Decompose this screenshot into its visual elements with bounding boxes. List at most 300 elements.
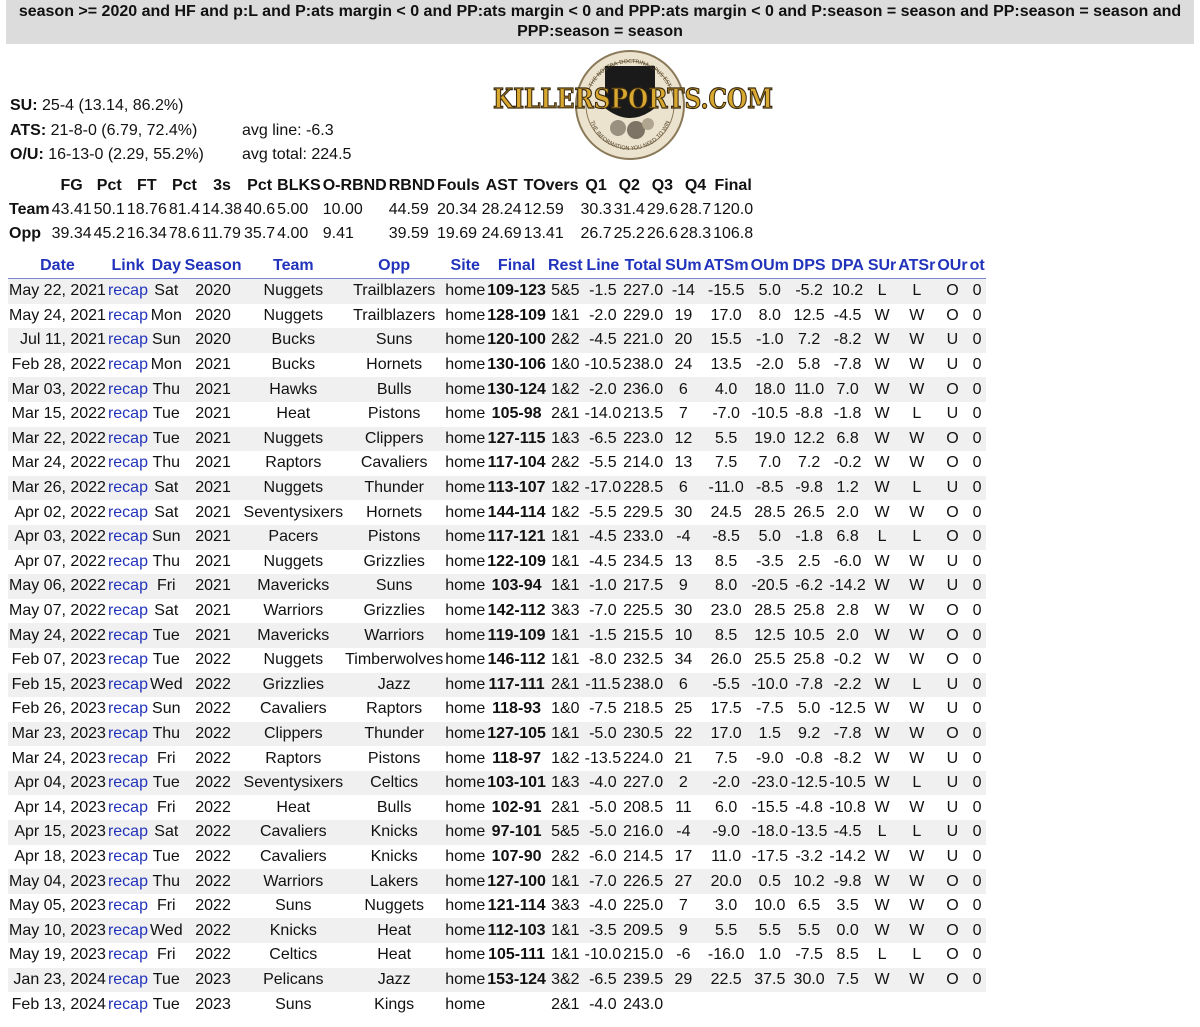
sur-cell: L: [867, 279, 897, 304]
date-cell: Apr 03, 2022: [8, 525, 107, 550]
atsm-cell: -11.0: [703, 476, 750, 501]
recap-link[interactable]: recap: [107, 574, 149, 599]
table-row: [8, 353, 986, 378]
column-header-dps[interactable]: DPS: [790, 254, 828, 279]
site-cell: home: [444, 476, 486, 501]
atsr-cell: W: [897, 500, 936, 525]
opp-cell: Grizzlies: [344, 550, 444, 575]
season-cell: 2023: [184, 968, 243, 993]
team-cell: Pacers: [243, 525, 345, 550]
sum-cell: 11: [664, 795, 702, 820]
ats-value: 21-8-0 (6.79, 72.4%): [50, 121, 198, 139]
dpa-cell: [828, 992, 866, 1017]
date-cell: Feb 26, 2023: [8, 697, 107, 722]
atsm-cell: 17.5: [703, 697, 750, 722]
dps-cell: 6.5: [790, 894, 828, 919]
dps-cell: -12.5: [790, 771, 828, 796]
atsr-cell: W: [897, 623, 936, 648]
sum-cell: 27: [664, 869, 702, 894]
rest-cell: 2&2: [547, 328, 584, 353]
opp-cell: Lakers: [344, 869, 444, 894]
averages-cell: 9.41: [322, 225, 354, 242]
table-row: [8, 820, 986, 845]
ou-label: O/U:: [10, 146, 44, 163]
ou-value: 16-13-0 (2.29, 55.2%): [48, 146, 204, 163]
our-cell: O: [936, 500, 968, 525]
total-cell: 218.5: [622, 697, 664, 722]
season-cell: 2022: [184, 894, 243, 919]
dps-cell: 9.2: [790, 722, 828, 747]
final-score: 120-100: [486, 328, 547, 353]
line-cell: -7.0: [584, 869, 622, 894]
table-row: [8, 525, 986, 550]
column-header-atsr[interactable]: ATSr: [897, 254, 936, 279]
day-cell: Wed: [149, 673, 184, 698]
day-cell: Sun: [149, 697, 184, 722]
opp-cell: Knicks: [344, 820, 444, 845]
recap-link[interactable]: recap: [107, 992, 149, 1017]
rest-cell: 3&2: [547, 968, 584, 993]
line-cell: -11.5: [584, 673, 622, 698]
oum-cell: -17.5: [750, 845, 790, 870]
recap-link[interactable]: recap: [107, 550, 149, 575]
total-cell: 227.0: [622, 771, 664, 796]
averages-cell: 81.4: [168, 201, 200, 218]
total-cell: 238.0: [622, 353, 664, 378]
atsr-cell: W: [897, 304, 936, 329]
table-row: [8, 943, 986, 968]
opp-cell: Thunder: [344, 476, 444, 501]
averages-cell: 16.34: [126, 225, 167, 242]
total-cell: 236.0: [622, 377, 664, 402]
ot-cell: 0: [969, 943, 986, 968]
sur-cell: W: [867, 845, 897, 870]
recap-link[interactable]: recap: [107, 697, 149, 722]
dpa-cell: 7.0: [828, 377, 866, 402]
team-cell: Seventysixers: [243, 771, 345, 796]
date-cell: May 24, 2022: [8, 623, 107, 648]
averages-cell: 45.2: [93, 225, 125, 242]
sum-cell: -14: [664, 279, 702, 304]
line-cell: -10.5: [584, 353, 622, 378]
column-header-sur[interactable]: SUr: [867, 254, 897, 279]
dps-cell: 25.8: [790, 599, 828, 624]
averages-row-label: Team: [9, 201, 50, 218]
atsm-cell: 3.0: [703, 894, 750, 919]
team-cell: Warriors: [243, 869, 345, 894]
season-cell: 2022: [184, 648, 243, 673]
our-cell: U: [936, 820, 968, 845]
day-cell: Thu: [149, 869, 184, 894]
line-cell: -6.5: [584, 968, 622, 993]
opp-cell: Pistons: [344, 746, 444, 771]
averages-header-cell: FG: [60, 177, 83, 194]
season-cell: 2022: [184, 771, 243, 796]
ot-cell: 0: [969, 476, 986, 501]
atsm-cell: 7.5: [703, 451, 750, 476]
site-cell: home: [444, 623, 486, 648]
line-cell: -8.0: [584, 648, 622, 673]
table-row: [8, 476, 986, 501]
final-score: 117-111: [486, 673, 547, 698]
recap-link[interactable]: recap: [107, 402, 149, 427]
column-header-date[interactable]: Date: [8, 254, 107, 279]
season-cell: 2020: [184, 279, 243, 304]
total-cell: 230.5: [622, 722, 664, 747]
atsr-cell: W: [897, 722, 936, 747]
recap-link[interactable]: recap: [107, 451, 149, 476]
sur-cell: W: [867, 648, 897, 673]
oum-cell: -10.0: [750, 673, 790, 698]
sur-cell: W: [867, 328, 897, 353]
atsm-cell: -7.0: [703, 402, 750, 427]
column-header-link[interactable]: Link: [107, 254, 149, 279]
column-header-atsm[interactable]: ATSm: [703, 254, 750, 279]
oum-cell: 28.5: [750, 500, 790, 525]
ot-cell: 0: [969, 746, 986, 771]
our-cell: U: [936, 574, 968, 599]
averages-cell: 43.41: [51, 201, 92, 218]
atsr-cell: L: [897, 525, 936, 550]
oum-cell: 7.0: [750, 451, 790, 476]
opp-cell: Cavaliers: [344, 451, 444, 476]
atsr-cell: W: [897, 795, 936, 820]
rest-cell: 1&0: [547, 697, 584, 722]
line-cell: -13.5: [584, 746, 622, 771]
dpa-cell: 6.8: [828, 525, 866, 550]
opp-cell: Celtics: [344, 771, 444, 796]
opp-cell: Jazz: [344, 673, 444, 698]
ot-cell: 0: [969, 673, 986, 698]
season-cell: 2021: [184, 623, 243, 648]
rest-cell: 2&1: [547, 795, 584, 820]
recap-link[interactable]: recap: [107, 648, 149, 673]
averages-cell: 26.7: [580, 225, 612, 242]
table-row: [8, 402, 986, 427]
recap-link[interactable]: recap: [107, 500, 149, 525]
column-header-total[interactable]: Total: [622, 254, 664, 279]
sum-cell: 6: [664, 476, 702, 501]
column-header-sum[interactable]: SUm: [664, 254, 702, 279]
recap-link[interactable]: recap: [107, 476, 149, 501]
opp-cell: Warriors: [344, 623, 444, 648]
our-cell: U: [936, 771, 968, 796]
oum-cell: 5.0: [750, 525, 790, 550]
rest-cell: 1&0: [547, 353, 584, 378]
averages-header-cell: FT: [137, 177, 157, 194]
averages-cell: 39.34: [51, 225, 92, 242]
column-header-day[interactable]: Day: [149, 254, 184, 279]
atsr-cell: W: [897, 599, 936, 624]
final-score: 127-100: [486, 869, 547, 894]
sum-cell: -4: [664, 820, 702, 845]
column-header-line[interactable]: Line: [584, 254, 622, 279]
averages-corner: [8, 174, 51, 198]
averages-cell: 50.1: [93, 201, 125, 218]
oum-cell: [750, 992, 790, 1017]
recap-link[interactable]: recap: [107, 869, 149, 894]
final-score: 127-105: [486, 722, 547, 747]
recap-link[interactable]: recap: [107, 918, 149, 943]
final-score: 122-109: [486, 550, 547, 575]
averages-header-cell: TOvers: [523, 177, 579, 194]
total-cell: 213.5: [622, 402, 664, 427]
dpa-cell: -4.5: [828, 820, 866, 845]
ot-cell: 0: [969, 697, 986, 722]
dps-cell: 12.2: [790, 427, 828, 452]
oum-cell: 8.0: [750, 304, 790, 329]
final-score: 130-106: [486, 353, 547, 378]
date-cell: Mar 26, 2022: [8, 476, 107, 501]
sur-cell: W: [867, 451, 897, 476]
table-row: [8, 722, 986, 747]
total-cell: 225.0: [622, 894, 664, 919]
day-cell: Mon: [149, 353, 184, 378]
sur-cell: [867, 992, 897, 1017]
final-score: 119-109: [486, 623, 547, 648]
sum-cell: 12: [664, 427, 702, 452]
recap-link[interactable]: recap: [107, 427, 149, 452]
site-cell: home: [444, 820, 486, 845]
recap-link[interactable]: recap: [107, 795, 149, 820]
dpa-cell: -7.8: [828, 353, 866, 378]
final-score: 128-109: [486, 304, 547, 329]
recap-link[interactable]: recap: [107, 746, 149, 771]
sur-cell: W: [867, 795, 897, 820]
query-text: season >= 2020 and HF and p:L and P:ats margin < 0 and PP:ats margin < 0 and PPP:ats margin < 0 and P:season = season and PP:season = season and PPP:season = season: [6, 0, 1194, 44]
site-cell: home: [444, 943, 486, 968]
recap-link[interactable]: recap: [107, 328, 149, 353]
sum-cell: 30: [664, 599, 702, 624]
line-cell: -6.0: [584, 845, 622, 870]
our-cell: O: [936, 623, 968, 648]
atsm-cell: 11.0: [703, 845, 750, 870]
atsm-cell: 17.0: [703, 304, 750, 329]
sum-cell: -6: [664, 943, 702, 968]
ot-cell: 0: [969, 648, 986, 673]
dps-cell: 5.8: [790, 353, 828, 378]
atsr-cell: L: [897, 279, 936, 304]
recap-link[interactable]: recap: [107, 845, 149, 870]
site-cell: home: [444, 353, 486, 378]
day-cell: Tue: [149, 968, 184, 993]
line-cell: -5.5: [584, 500, 622, 525]
atsm-cell: -15.5: [703, 279, 750, 304]
team-cell: Hawks: [243, 377, 345, 402]
sum-cell: 34: [664, 648, 702, 673]
oum-cell: 19.0: [750, 427, 790, 452]
table-row: [8, 771, 986, 796]
final-score: 117-121: [486, 525, 547, 550]
recap-link[interactable]: recap: [107, 771, 149, 796]
atsr-cell: L: [897, 820, 936, 845]
rest-cell: 2&2: [547, 451, 584, 476]
atsr-cell: W: [897, 869, 936, 894]
total-cell: 214.0: [622, 451, 664, 476]
rest-cell: 2&1: [547, 992, 584, 1017]
recap-link[interactable]: recap: [107, 968, 149, 993]
column-header-team[interactable]: Team: [243, 254, 345, 279]
averages-cell: 10.00: [322, 201, 363, 218]
total-cell: 216.0: [622, 820, 664, 845]
recap-link[interactable]: recap: [107, 377, 149, 402]
final-score: 146-112: [486, 648, 547, 673]
dps-cell: 12.5: [790, 304, 828, 329]
column-header-site[interactable]: Site: [444, 254, 486, 279]
day-cell: Fri: [149, 894, 184, 919]
table-row: [8, 599, 986, 624]
date-cell: Mar 22, 2022: [8, 427, 107, 452]
recap-link[interactable]: recap: [107, 623, 149, 648]
date-cell: Feb 13, 2024: [8, 992, 107, 1017]
sum-cell: 22: [664, 722, 702, 747]
sur-cell: L: [867, 943, 897, 968]
sur-cell: W: [867, 771, 897, 796]
dps-cell: 7.2: [790, 328, 828, 353]
recap-link[interactable]: recap: [107, 894, 149, 919]
averages-cell: 40.6: [244, 201, 276, 218]
team-cell: Nuggets: [243, 648, 345, 673]
total-cell: 234.5: [622, 550, 664, 575]
atsr-cell: W: [897, 845, 936, 870]
logo-graphic: [488, 48, 778, 162]
averages-cell: 29.6: [646, 201, 678, 218]
our-cell: U: [936, 550, 968, 575]
date-cell: Apr 14, 2023: [8, 795, 107, 820]
column-header-dpa[interactable]: DPA: [828, 254, 866, 279]
day-cell: Thu: [149, 451, 184, 476]
our-cell: U: [936, 476, 968, 501]
season-cell: 2022: [184, 697, 243, 722]
recap-link[interactable]: recap: [107, 820, 149, 845]
recap-link[interactable]: recap: [107, 673, 149, 698]
column-header-rest[interactable]: Rest: [547, 254, 584, 279]
line-cell: -5.0: [584, 820, 622, 845]
opp-cell: Trailblazers: [344, 304, 444, 329]
team-cell: Cavaliers: [243, 845, 345, 870]
dps-cell: -13.5: [790, 820, 828, 845]
oum-cell: -8.5: [750, 476, 790, 501]
day-cell: Sat: [149, 476, 184, 501]
killersports-logo[interactable]: [488, 48, 778, 162]
dps-cell: -5.2: [790, 279, 828, 304]
averages-cell: 14.38: [201, 201, 243, 218]
recap-link[interactable]: recap: [107, 353, 149, 378]
column-header-ot[interactable]: ot: [969, 254, 986, 279]
season-cell: 2022: [184, 746, 243, 771]
sum-cell: 21: [664, 746, 702, 771]
recap-link[interactable]: recap: [107, 943, 149, 968]
site-cell: home: [444, 722, 486, 747]
line-cell: -1.5: [584, 623, 622, 648]
recap-link[interactable]: recap: [107, 722, 149, 747]
day-cell: Thu: [149, 722, 184, 747]
date-cell: Mar 03, 2022: [8, 377, 107, 402]
averages-table: [8, 174, 754, 246]
dps-cell: -9.8: [790, 476, 828, 501]
date-cell: May 19, 2023: [8, 943, 107, 968]
table-row: [8, 451, 986, 476]
column-header-final[interactable]: Final: [486, 254, 547, 279]
table-row: [8, 550, 986, 575]
atsm-cell: -9.0: [703, 820, 750, 845]
dps-cell: -3.2: [790, 845, 828, 870]
team-cell: Raptors: [243, 451, 345, 476]
date-cell: Apr 15, 2023: [8, 820, 107, 845]
total-cell: 228.5: [622, 476, 664, 501]
atsm-cell: 26.0: [703, 648, 750, 673]
column-header-opp[interactable]: Opp: [344, 254, 444, 279]
dps-cell: 2.5: [790, 550, 828, 575]
averages-cell: 35.7: [244, 225, 276, 242]
day-cell: Tue: [149, 992, 184, 1017]
atsr-cell: W: [897, 328, 936, 353]
season-cell: 2022: [184, 869, 243, 894]
site-cell: home: [444, 304, 486, 329]
our-cell: U: [936, 697, 968, 722]
final-score: 105-111: [486, 943, 547, 968]
averages-cell: 5.00: [277, 201, 309, 218]
averages-row-label: Opp: [9, 225, 41, 242]
total-cell: 229.0: [622, 304, 664, 329]
rest-cell: 2&2: [547, 845, 584, 870]
recap-link[interactable]: recap: [107, 599, 149, 624]
team-cell: Bucks: [243, 328, 345, 353]
opp-cell: Raptors: [344, 697, 444, 722]
recap-link[interactable]: recap: [107, 279, 149, 304]
date-cell: Feb 28, 2022: [8, 353, 107, 378]
atsm-cell: -16.0: [703, 943, 750, 968]
su-row: [10, 94, 351, 119]
line-cell: -5.0: [584, 795, 622, 820]
sum-cell: 10: [664, 623, 702, 648]
ou-row: [10, 143, 351, 168]
team-cell: Warriors: [243, 599, 345, 624]
dpa-cell: -10.8: [828, 795, 866, 820]
our-cell: U: [936, 402, 968, 427]
sum-cell: 17: [664, 845, 702, 870]
dps-cell: 10.2: [790, 869, 828, 894]
averages-header-cell: AST: [485, 177, 518, 194]
season-cell: 2022: [184, 943, 243, 968]
recap-link[interactable]: recap: [107, 304, 149, 329]
dps-cell: 7.2: [790, 451, 828, 476]
sum-cell: [664, 992, 702, 1017]
ot-cell: 0: [969, 869, 986, 894]
site-cell: home: [444, 918, 486, 943]
averages-cell: 19.69: [436, 225, 477, 242]
line-cell: -4.0: [584, 992, 622, 1017]
averages-header-cell: Fouls: [436, 177, 480, 194]
sum-cell: 9: [664, 574, 702, 599]
column-header-our[interactable]: OUr: [936, 254, 968, 279]
sur-cell: W: [867, 869, 897, 894]
column-header-season[interactable]: Season: [184, 254, 243, 279]
total-cell: 223.0: [622, 427, 664, 452]
opp-cell: Bulls: [344, 795, 444, 820]
averages-cell: 12.59: [523, 201, 564, 218]
column-header-oum[interactable]: OUm: [750, 254, 790, 279]
dpa-cell: 10.2: [828, 279, 866, 304]
oum-cell: 25.5: [750, 648, 790, 673]
recap-link[interactable]: recap: [107, 525, 149, 550]
rest-cell: 1&2: [547, 476, 584, 501]
site-cell: home: [444, 328, 486, 353]
oum-cell: -9.0: [750, 746, 790, 771]
final-score: 121-114: [486, 894, 547, 919]
our-cell: O: [936, 943, 968, 968]
sur-cell: W: [867, 894, 897, 919]
